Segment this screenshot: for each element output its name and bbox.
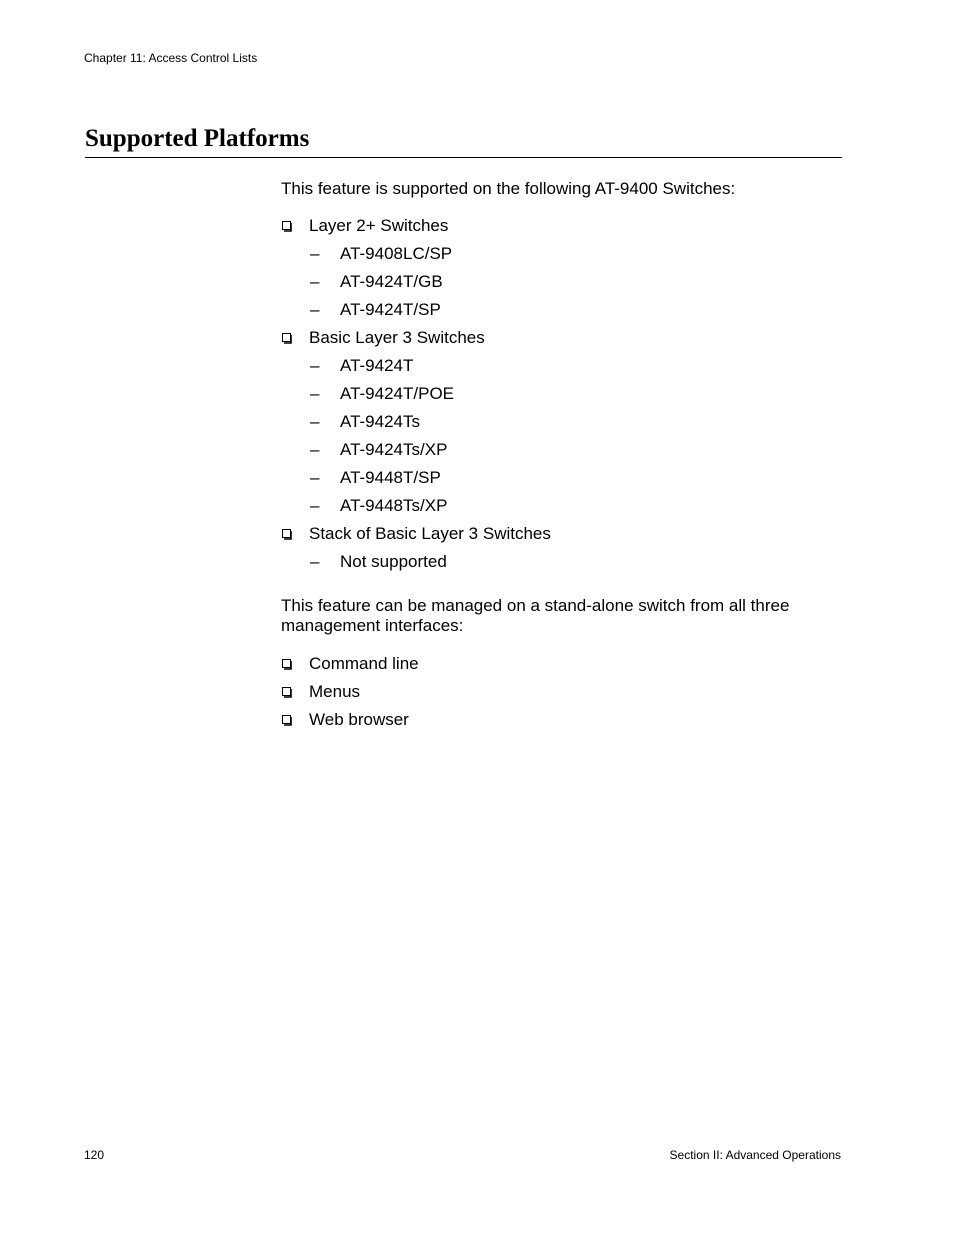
dash-icon: – xyxy=(310,412,320,431)
page-title: Supported Platforms xyxy=(85,123,842,158)
checkbox-bullet-icon xyxy=(282,659,293,670)
model-label: AT-9448Ts/XP xyxy=(340,496,448,515)
dash-icon: – xyxy=(310,300,320,319)
checkbox-bullet-icon xyxy=(282,529,293,540)
intro-paragraph: This feature is supported on the following AT-9400 Switches: xyxy=(281,179,736,198)
platform-label: Layer 2+ Switches xyxy=(309,216,449,235)
model-item xyxy=(281,496,841,524)
main-content xyxy=(281,176,841,738)
interface-list xyxy=(281,654,841,738)
model-label: AT-9424T xyxy=(340,356,414,375)
model-item xyxy=(281,468,841,496)
page-number: 120 xyxy=(84,1148,105,1162)
checkbox-bullet-icon xyxy=(282,333,293,344)
dash-icon: – xyxy=(310,552,320,571)
model-label: AT-9424Ts xyxy=(340,412,421,431)
interface-label: Menus xyxy=(309,682,361,701)
interface-item-web-browser xyxy=(281,710,841,738)
platform-item-basic-layer3 xyxy=(281,328,841,356)
running-header: Chapter 11: Access Control Lists xyxy=(84,51,258,65)
model-label: AT-9424T/POE xyxy=(340,384,455,403)
model-label: AT-9424Ts/XP xyxy=(340,440,448,459)
model-item xyxy=(281,300,841,328)
model-item xyxy=(281,440,841,468)
model-item xyxy=(281,244,841,272)
dash-icon: – xyxy=(310,356,320,375)
model-item xyxy=(281,384,841,412)
interface-label: Command line xyxy=(309,654,419,673)
platform-item-layer2 xyxy=(281,216,841,244)
model-label: AT-9424T/GB xyxy=(340,272,443,291)
dash-icon: – xyxy=(310,384,320,403)
model-label: Not supported xyxy=(340,552,447,571)
interface-item-command-line xyxy=(281,654,841,682)
model-label: AT-9448T/SP xyxy=(340,468,441,487)
dash-icon: – xyxy=(310,244,320,263)
interface-item-menus xyxy=(281,682,841,710)
checkbox-bullet-icon xyxy=(282,221,293,232)
dash-icon: – xyxy=(310,440,320,459)
model-item xyxy=(281,552,841,580)
interface-label: Web browser xyxy=(309,710,409,729)
model-label: AT-9408LC/SP xyxy=(340,244,453,263)
platform-label: Stack of Basic Layer 3 Switches xyxy=(309,524,551,543)
dash-icon: – xyxy=(310,272,320,291)
checkbox-bullet-icon xyxy=(282,715,293,726)
model-label: AT-9424T/SP xyxy=(340,300,441,319)
running-footer-section: Section II: Advanced Operations xyxy=(669,1148,841,1162)
platform-list xyxy=(281,216,841,580)
checkbox-bullet-icon xyxy=(282,687,293,698)
management-paragraph: This feature can be managed on a stand-alone switch from all three management interfaces: xyxy=(281,596,790,635)
dash-icon: – xyxy=(310,496,320,515)
model-item xyxy=(281,272,841,300)
platform-item-stack xyxy=(281,524,841,552)
model-item xyxy=(281,412,841,440)
platform-label: Basic Layer 3 Switches xyxy=(309,328,485,347)
dash-icon: – xyxy=(310,468,320,487)
model-item xyxy=(281,356,841,384)
